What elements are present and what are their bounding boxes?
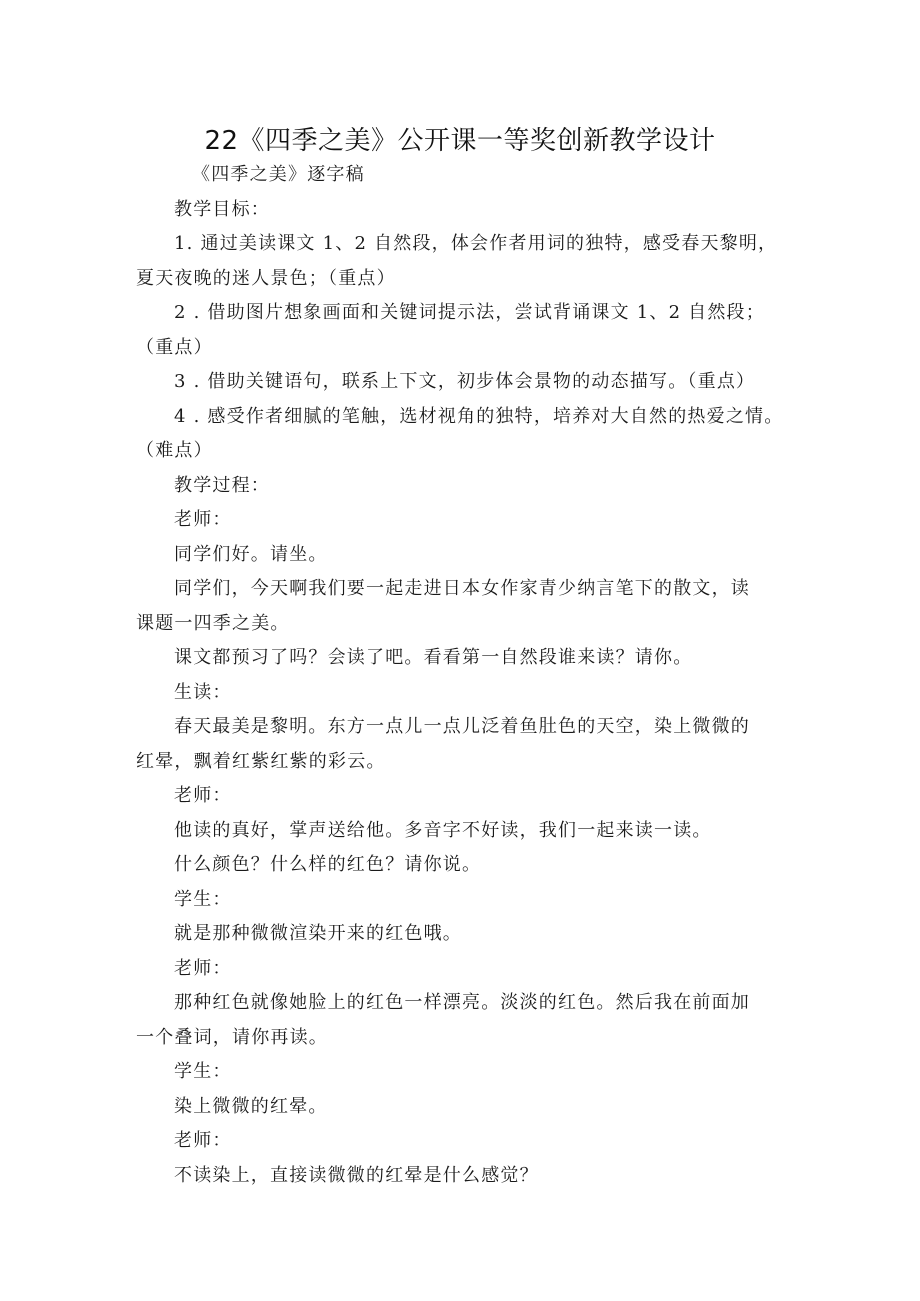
text-line: 教学目标： bbox=[174, 198, 270, 220]
document-body bbox=[136, 158, 796, 1193]
text-line: 就是那种微微渲染开来的红色哦。 bbox=[174, 923, 462, 944]
text-line: 春天最美是黎明。东方一点儿一点儿泛着鱼肚色的天空，染上微微的 bbox=[174, 716, 750, 737]
text-line: 那种红色就像她脸上的红色一样漂亮。淡淡的红色。然后我在前面加 bbox=[174, 992, 750, 1013]
text-line: （重点） bbox=[136, 336, 213, 358]
text-line: 同学们，今天啊我们要一起走进日本女作家青少纳言笔下的散文，读 bbox=[174, 578, 750, 599]
text-line: 课题一四季之美。 bbox=[136, 612, 290, 634]
text-line: 不读染上，直接读微微的红晕是什么感觉？ bbox=[174, 1164, 539, 1186]
text-line: 生读： bbox=[174, 681, 232, 703]
text-line: 1. 通过美读课文 1、2 自然段，体会作者用词的独特，感受春天黎明， bbox=[174, 233, 778, 254]
text-line: 老师： bbox=[174, 957, 232, 979]
text-line: 什么颜色？什么样的红色？请你说。 bbox=[174, 854, 482, 875]
text-line: （难点） bbox=[136, 440, 213, 461]
text-line: 染上微微的红晕。 bbox=[174, 1095, 328, 1117]
document-subtitle: 《四季之美》逐字稿 bbox=[192, 164, 365, 185]
text-line: 4 . 感受作者细腻的笔触，选材视角的独特，培养对大自然的热爱之情。 bbox=[174, 405, 784, 427]
text-line: 2 . 借助图片想象画面和关键词提示法，尝试背诵课文 1、2 自然段； bbox=[174, 302, 765, 323]
text-line: 课文都预习了吗？会读了吧。看看第一自然段谁来读？请你。 bbox=[174, 647, 693, 668]
text-line: 同学们好。请坐。 bbox=[174, 543, 328, 565]
document-title: 22《四季之美》公开课一等奖创新教学设计 bbox=[204, 126, 716, 156]
text-line: 他读的真好，掌声送给他。多音字不好读，我们一起来读一读。 bbox=[174, 819, 712, 841]
text-line: 一个叠词，请你再读。 bbox=[136, 1026, 328, 1048]
text-line: 夏天夜晚的迷人景色；（重点） bbox=[136, 267, 396, 289]
text-line: 老师： bbox=[174, 509, 232, 530]
text-line: 3 . 借助关键语句，联系上下文，初步体会景物的动态描写。（重点） bbox=[174, 371, 756, 392]
text-line: 老师： bbox=[174, 785, 232, 806]
text-line: 老师： bbox=[174, 1130, 232, 1151]
text-line: 学生： bbox=[174, 1061, 232, 1082]
paragraph-lines bbox=[136, 193, 796, 1194]
text-line: 教学过程： bbox=[174, 474, 270, 496]
text-line: 学生： bbox=[174, 888, 232, 910]
text-line: 红晕，飘着红紫红紫的彩云。 bbox=[136, 750, 386, 772]
